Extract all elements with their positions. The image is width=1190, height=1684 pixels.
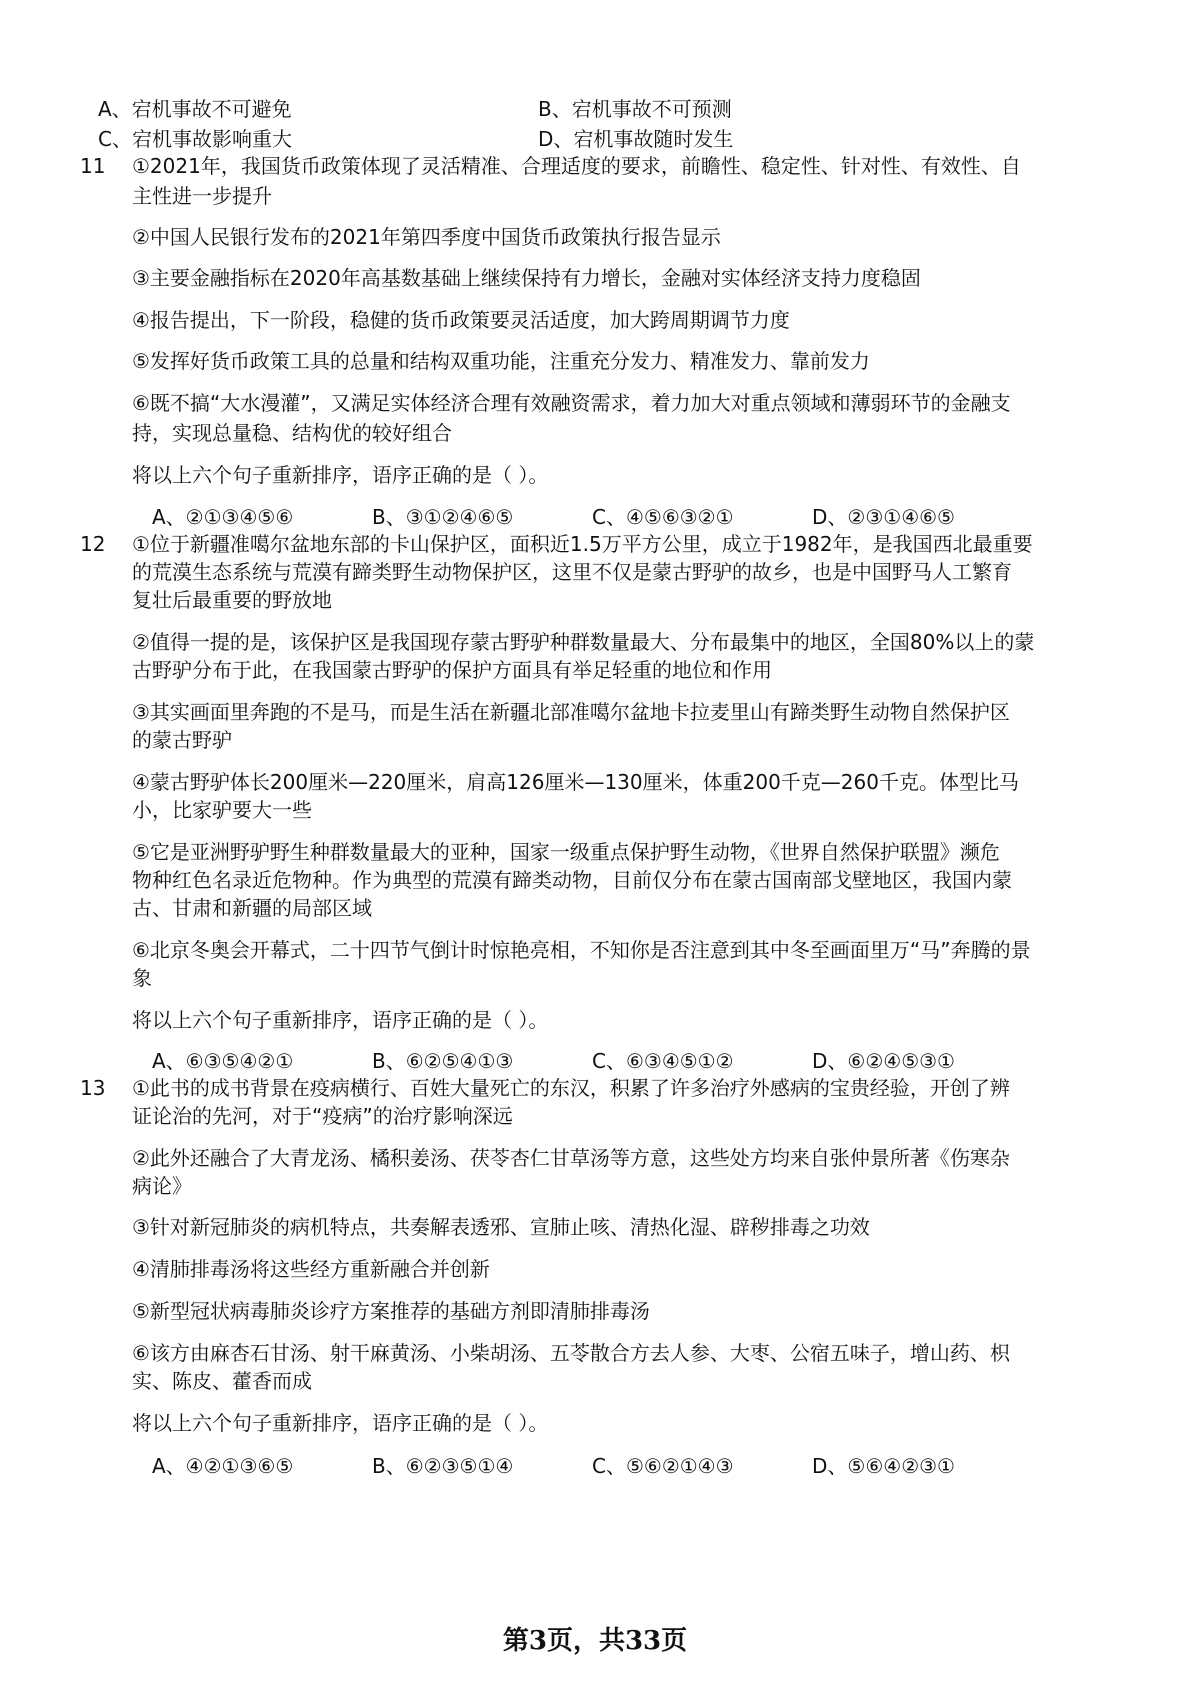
q11-option-a: A、②①③④⑤⑥: [152, 505, 294, 529]
q10-option-d: D、宕机事故随时发生: [538, 127, 734, 151]
q12-sentence-1-cont: 的荒漠生态系统与荒漠有蹄类野生动物保护区，这里不仅是蒙古野驴的故乡，也是中国野马人工繁育: [132, 560, 1012, 584]
q13-sentence-6-cont: 实、陈皮、藿香而成: [132, 1369, 312, 1393]
q11-sentence-4: ④报告提出，下一阶段，稳健的货币政策要灵活适度，加大跨周期调节力度: [132, 308, 790, 332]
q13-number: 13: [80, 1076, 106, 1100]
q12-sentence-1-cont2: 复壮后最重要的野放地: [132, 588, 332, 612]
q12-sentence-4: ④蒙古野驴体长200厘米—220厘米，肩高126厘米—130厘米，体重200千克—260千克。体型比马: [132, 770, 1019, 794]
q10-option-b: B、宕机事故不可预测: [538, 97, 732, 121]
q13-option-a: A、④②①③⑥⑤: [152, 1454, 294, 1478]
q12-sentence-2: ②值得一提的是，该保护区是我国现存蒙古野驴种群数量最大、分布最集中的地区，全国80%以上的蒙: [132, 630, 1035, 654]
q11-option-c: C、④⑤⑥③②①: [592, 505, 734, 529]
q11-prompt: 将以上六个句子重新排序，语序正确的是（ ）。: [132, 463, 549, 487]
q12-sentence-2-cont: 古野驴分布于此，在我国蒙古野驴的保护方面具有举足轻重的地位和作用: [132, 658, 772, 682]
q12-option-c: C、⑥③④⑤①②: [592, 1049, 734, 1073]
q12-sentence-5-cont: 物种红色名录近危物种。作为典型的荒漠有蹄类动物，目前仅分布在蒙古国南部戈壁地区，我国内蒙: [132, 868, 1012, 892]
q13-sentence-4: ④清肺排毒汤将这些经方重新融合并创新: [132, 1257, 490, 1281]
q12-option-d: D、⑥②④⑤③①: [812, 1049, 955, 1073]
q12-sentence-5: ⑤它是亚洲野驴野生种群数量最大的亚种，国家一级重点保护野生动物，《世界自然保护联盟》濒危: [132, 840, 1000, 864]
q13-sentence-2: ②此外还融合了大青龙汤、橘积姜汤、茯苓杏仁甘草汤等方意，这些处方均来自张仲景所著《伤寒杂: [132, 1146, 1010, 1170]
q12-sentence-1: ①位于新疆准噶尔盆地东部的卡山保护区，面积近1.5万平方公里，成立于1982年，是我国西北最重要: [132, 532, 1033, 556]
q10-option-c: C、宕机事故影响重大: [98, 127, 292, 151]
q12-sentence-5-cont2: 古、甘肃和新疆的局部区域: [132, 896, 372, 920]
q11-option-d: D、②③①④⑥⑤: [812, 505, 955, 529]
q11-sentence-2: ②中国人民银行发布的2021年第四季度中国货币政策执行报告显示: [132, 225, 721, 249]
q11-sentence-1-cont: 主性进一步提升: [132, 184, 272, 208]
q12-sentence-3-cont: 的蒙古野驴: [132, 728, 232, 752]
q13-sentence-3: ③针对新冠肺炎的病机特点，共奏解表透邪、宣肺止咳、清热化湿、辟秽排毒之功效: [132, 1215, 870, 1239]
q11-sentence-3: ③主要金融指标在2020年高基数基础上继续保持有力增长，金融对实体经济支持力度稳固: [132, 266, 921, 290]
q13-sentence-6: ⑥该方由麻杏石甘汤、射干麻黄汤、小柴胡汤、五苓散合方去人参、大枣、公宿五味子，增山药、枳: [132, 1341, 1010, 1365]
q13-option-b: B、⑥②③⑤①④: [372, 1454, 514, 1478]
q11-number: 11: [80, 154, 106, 178]
q12-sentence-6-cont: 象: [132, 966, 152, 990]
q13-sentence-1: ①此书的成书背景在疫病横行、百姓大量死亡的东汉，积累了许多治疗外感病的宝贵经验，开创了辨: [132, 1076, 1010, 1100]
q13-sentence-1-cont: 证论治的先河，对于“疫病”的治疗影响深远: [132, 1104, 513, 1128]
q11-sentence-6-cont: 持，实现总量稳、结构优的较好组合: [132, 421, 452, 445]
q13-sentence-2-cont: 病论》: [132, 1174, 192, 1198]
q13-sentence-5: ⑤新型冠状病毒肺炎诊疗方案推荐的基础方剂即清肺排毒汤: [132, 1299, 650, 1323]
q13-prompt: 将以上六个句子重新排序，语序正确的是（ ）。: [132, 1411, 549, 1435]
q11-sentence-1: ①2021年，我国货币政策体现了灵活精准、合理适度的要求，前瞻性、稳定性、针对性、有效性、自: [132, 154, 1021, 178]
q12-sentence-3: ③其实画面里奔跑的不是马，而是生活在新疆北部准噶尔盆地卡拉麦里山有蹄类野生动物自然保护区: [132, 700, 1010, 724]
q11-sentence-6: ⑥既不搞“大水漫灌”，又满足实体经济合理有效融资需求，着力加大对重点领域和薄弱环节的金融支: [132, 391, 1011, 415]
q12-sentence-4-cont: 小，比家驴要大一些: [132, 798, 312, 822]
q12-option-a: A、⑥③⑤④②①: [152, 1049, 294, 1073]
q12-sentence-6: ⑥北京冬奥会开幕式，二十四节气倒计时惊艳亮相，不知你是否注意到其中冬至画面里万“马”奔腾的景: [132, 938, 1031, 962]
q12-option-b: B、⑥②⑤④①③: [372, 1049, 514, 1073]
q13-option-d: D、⑤⑥④②③①: [812, 1454, 955, 1478]
q11-sentence-5: ⑤发挥好货币政策工具的总量和结构双重功能，注重充分发力、精准发力、靠前发力: [132, 349, 870, 373]
q12-prompt: 将以上六个句子重新排序，语序正确的是（ ）。: [132, 1008, 549, 1032]
page-footer: 第3页，共33页: [502, 1626, 688, 1656]
q10-option-a: A、宕机事故不可避免: [98, 97, 292, 121]
q11-option-b: B、③①②④⑥⑤: [372, 505, 514, 529]
q12-number: 12: [80, 532, 106, 556]
q13-option-c: C、⑤⑥②①④③: [592, 1454, 734, 1478]
